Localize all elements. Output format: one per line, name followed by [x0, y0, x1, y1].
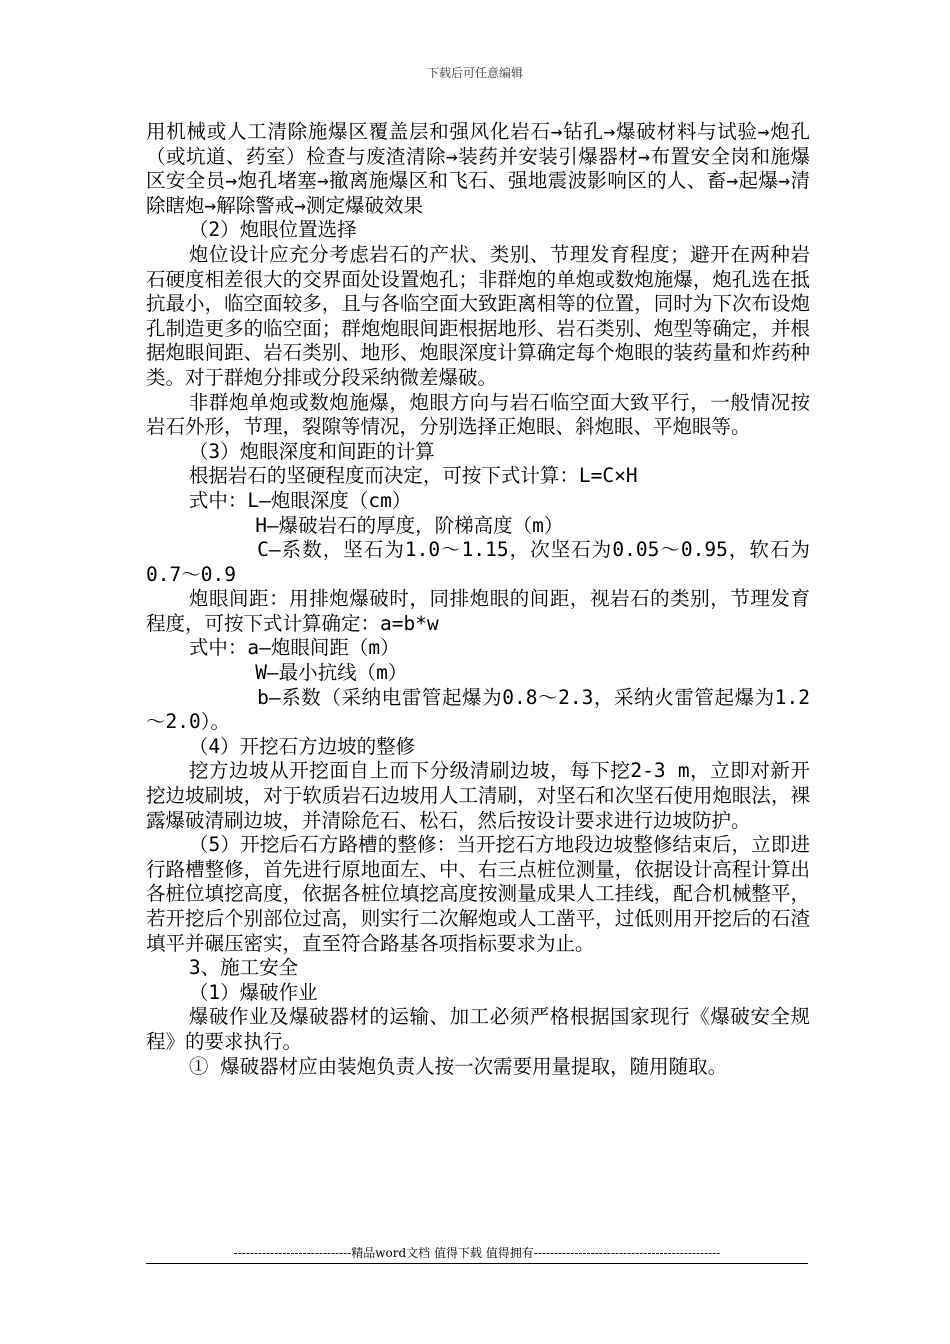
- paragraph-blasting-rules: 爆破作业及爆破器材的运输、加工必须严格根据国家现行《爆破安全规程》的要求执行。: [146, 1005, 810, 1053]
- heading-slope-trimming: （4）开挖石方边坡的整修: [188, 734, 416, 758]
- paragraph-slope-trimming: 挖方边坡从开挖面自上而下分级清刷边坡，每下挖2-3 m，立即对新开挖边坡刷坡，对于软质岩石边坡用人工清刷，对坚石和次坚石使用炮眼法，裸露爆破清刷边坡，并清除危石、松石，然后按设计要求进行边坡防护。: [146, 759, 810, 832]
- formula-definition-b: b—系数（采纳电雷管起爆为0.8～2.3，采纳火雷管起爆为1.2～2.0）。: [146, 685, 810, 734]
- formula-definition-l: 式中：L—炮眼深度（cm）: [188, 488, 412, 512]
- list-item-explosives: ① 爆破器材应由装炮负责人按一次需要用量提取，随用随取。: [188, 1054, 728, 1078]
- heading-blasting-operations: （1）爆破作业: [188, 980, 318, 1004]
- footer-rule: [146, 1263, 808, 1264]
- paragraph-spacing-formula: 炮眼间距：用排炮爆破时，同排炮眼的间距，视岩石的类别，节理发育程度，可按下式计算确定：a=b*w: [146, 587, 810, 635]
- formula-definition-h: H—爆破岩石的厚度，阶梯高度（m）: [255, 513, 564, 537]
- heading-construction-safety: 3、施工安全: [188, 956, 299, 980]
- paragraph-position-design: 炮位设计应充分考虑岩石的产状、类别、节理发育程度；避开在两种岩石硬度相差很大的交界面处设置炮孔；非群炮的单炮或数炮施爆，炮孔选在抵抗最小，临空面较多，且与各临空面大致距离相等的位置，同时为下次布设炮孔制造更多的临空面；群炮炮眼间距根据地形、岩石类别、炮型等确定，并根据炮眼间距、岩石类别、地形、炮眼深度计算确定每个炮眼的装药量和炸药种类。对于群炮分排或分段采纳微差爆破。: [146, 242, 810, 389]
- paragraph-single-blast: 非群炮单炮或数炮施爆，炮眼方向与岩石临空面大致平行，一般情况按岩石外形，节理，裂隙等情况，分别选择正炮眼、斜炮眼、平炮眼等。: [146, 390, 810, 439]
- formula-definition-a: 式中：a—炮眼间距（m）: [188, 636, 400, 660]
- page-header: 下载后可任意编辑: [426, 66, 523, 80]
- paragraph-roadbed-trimming: （5）开挖后石方路槽的整修：当开挖石方地段边坡整修结束后，立即进行路槽整修，首先进行原地面左、中、右三点桩位测量，依据设计高程计算出各桩位填挖高度，依据各桩位填挖高度按测量成果人工挂线，配合机械整平，若开挖后个别部位过高，则实行二次解炮或人工凿平，过低则用开挖后的石渣填平并碾压密实，直至符合路基各项指标要求为止。: [146, 833, 810, 955]
- formula-definition-w: W—最小抗线（m）: [255, 661, 408, 685]
- paragraph-depth-formula: 根据岩石的坚硬程度而决定，可按下式计算：L=C×H: [188, 464, 638, 488]
- formula-definition-c: C—系数，坚石为1.0～1.15，次坚石为0.05～0.95，软石为0.7～0.9: [146, 538, 810, 586]
- heading-blasthole-position: （2）炮眼位置选择: [188, 218, 357, 242]
- document-body: [146, 120, 810, 1079]
- page-footer: -----------------------------精品word文档 值得下载 值得拥有----------------------------------------------: [233, 1246, 721, 1260]
- paragraph-process-flow: 用机械或人工清除施爆区覆盖层和强风化岩石→钻孔→爆破材料与试验→炮孔（或坑道、药室）检查与废渣清除→装药并安装引爆器材→布置安全岗和施爆区安全员→炮孔堵塞→撤离施爆区和飞石、强地震波影响区的人、畜→起爆→清除瞎炮→解除警戒→测定爆破效果: [146, 120, 810, 217]
- heading-depth-spacing: （3）炮眼深度和间距的计算: [188, 439, 435, 463]
